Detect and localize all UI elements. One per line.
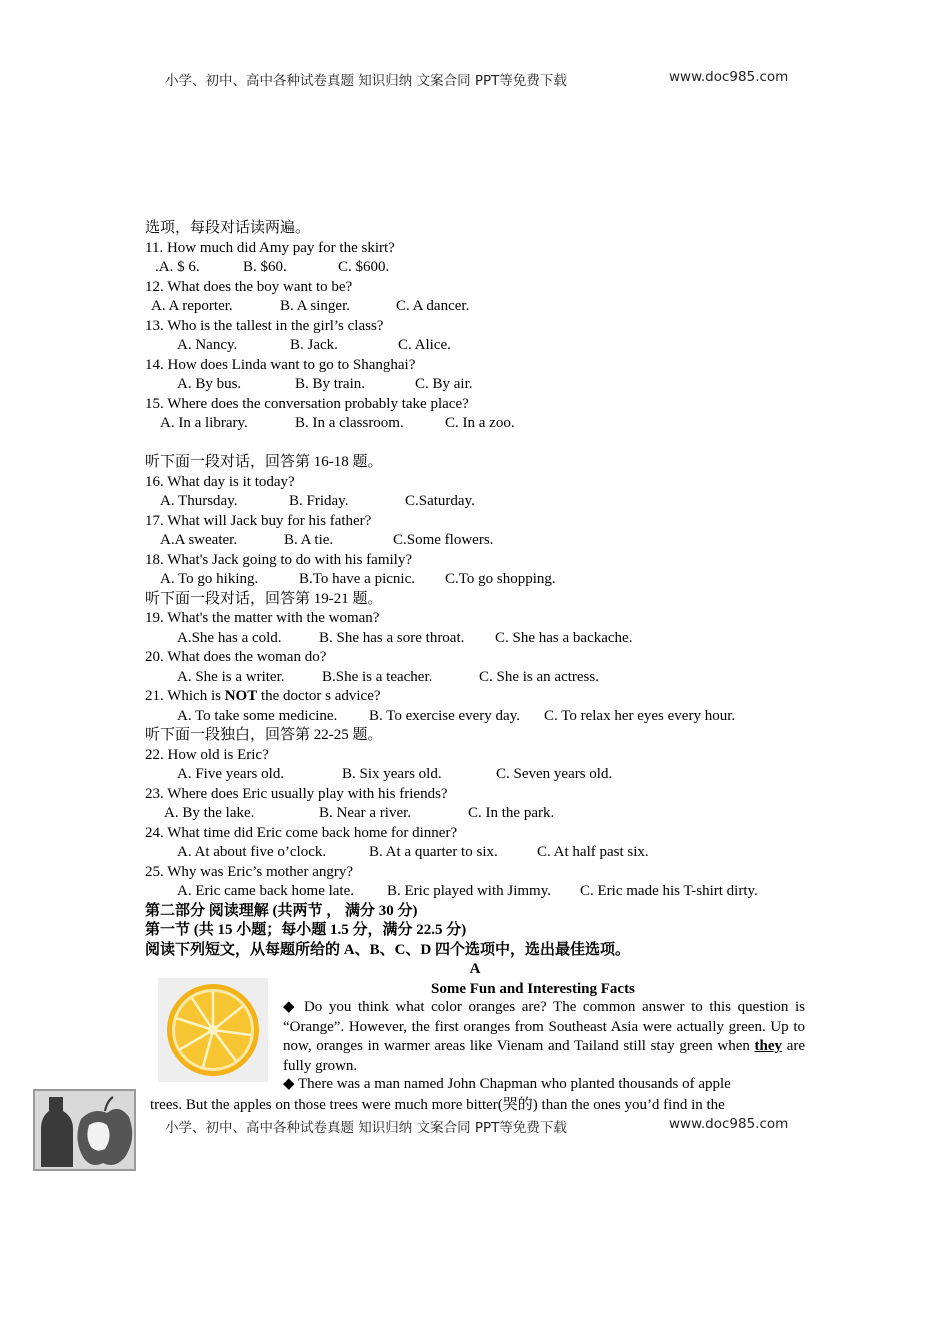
option-b: B. To exercise every day.: [369, 707, 520, 724]
options-25: [145, 882, 815, 902]
option-b: B. Jack.: [290, 337, 338, 353]
option-a: A. Thursday.: [160, 493, 238, 509]
options-17: [145, 531, 815, 551]
option-c: C.To go shopping.: [445, 571, 556, 587]
option-c: C. In a zoo.: [445, 415, 515, 431]
option-b: B. At a quarter to six.: [369, 844, 498, 860]
options-11: [145, 258, 815, 278]
passage-paragraph-2-line-2: trees. But the apples on those trees were much more bitter(哭的) than the ones you’d find in the: [150, 1097, 725, 1113]
option-c: C. Seven years old.: [496, 766, 613, 782]
option-b: B. Friday.: [289, 493, 349, 509]
option-a: A.She has a cold.: [177, 629, 282, 646]
exam-content: [145, 219, 815, 999]
page-footer: [165, 1116, 805, 1136]
option-a: A. By the lake.: [164, 805, 255, 821]
option-c: C. Alice.: [398, 337, 451, 353]
header-url[interactable]: www.doc985.com: [669, 69, 789, 85]
page-header: [165, 69, 805, 89]
options-12: [145, 297, 815, 317]
passage-label: A: [469, 961, 481, 977]
question-21-post: the doctor s advice?: [257, 688, 381, 704]
question-11: 11. How much did Amy pay for the skirt?: [145, 239, 395, 256]
question-13: 13. Who is the tallest in the girl’s class?: [145, 317, 384, 334]
section-heading-22-25: 听下面一段独白，回答第 22-25 题。: [145, 727, 383, 743]
option-c: C. $600.: [338, 259, 390, 275]
options-20: [145, 668, 815, 688]
part2-instructions: 阅读下列短文，从每题所给的 A、B、C、D 四个选项中，选出最佳选项。: [145, 941, 631, 958]
options-19: [145, 629, 815, 649]
options-13: [145, 336, 815, 356]
underlined-word: they: [754, 1038, 783, 1054]
footer-url[interactable]: www.doc985.com: [669, 1116, 789, 1132]
passage-paragraph-1: [283, 998, 805, 1076]
options-24: [145, 843, 815, 863]
option-a: A. Five years old.: [177, 766, 285, 782]
question-23: 23. Where does Eric usually play with his friends?: [145, 785, 448, 802]
option-a: A. In a library.: [160, 415, 248, 431]
option-c: C.Some flowers.: [393, 532, 494, 548]
question-17: 17. What will Jack buy for his father?: [145, 512, 372, 529]
question-16: 16. What day is it today?: [145, 473, 295, 490]
question-12: 12. What does the boy want to be?: [145, 278, 353, 295]
option-a: A. By bus.: [177, 376, 242, 392]
option-c: C. She has a backache.: [495, 629, 633, 646]
footer-text: 小学、初中、高中各种试卷真题 知识归纳 文案合同 PPT等免费下载: [165, 1120, 567, 1136]
option-c: C. She is an actress.: [479, 668, 599, 685]
option-a: A. She is a writer.: [177, 668, 285, 685]
option-b: B. By train.: [295, 376, 365, 392]
question-19: 19. What's the matter with the woman?: [145, 610, 380, 626]
passage-paragraph-2-line-1: ◆ There was a man named John Chapman who planted thousands of apple: [283, 1076, 731, 1092]
options-15: [145, 414, 815, 434]
options-16: [145, 492, 815, 512]
paragraph-1-end: are fully grown.: [283, 1038, 806, 1074]
option-b: B. She has a sore throat.: [319, 629, 465, 646]
options-23: [145, 804, 815, 824]
option-a: A. At about five o’clock.: [177, 844, 327, 860]
question-15: 15. Where does the conversation probably take place?: [145, 395, 469, 412]
orange-slice-image: [158, 978, 268, 1082]
question-21-emphasis: NOT: [224, 688, 258, 704]
spacer: [145, 434, 815, 454]
option-c: C. A dancer.: [396, 298, 470, 314]
section-heading-19-21: 听下面一段对话，回答第 19-21 题。: [145, 590, 383, 607]
option-a: A. To go hiking.: [160, 571, 259, 587]
paragraph-1-text: ◆ Do you think what color oranges are? The common answer to this question is “Orange”. However, the first oranges from Southeast Asia were actually green. Up to now, oranges in warmer areas like Vienam and Tailand still stay green when: [283, 999, 805, 1054]
part2-section1: 第一节 (共 15 小题；每小题 1.5 分，满分 22.5 分): [145, 922, 467, 938]
question-21-pre: 21. Which is: [145, 688, 225, 704]
option-a: A. A reporter.: [151, 298, 233, 314]
option-b: B. A tie.: [284, 532, 334, 548]
section-heading-16-18: 听下面一段对话，回答第 16-18 题。: [145, 454, 383, 470]
option-c: C. Eric made his T-shirt dirty.: [580, 883, 758, 899]
option-b: B. $60.: [243, 259, 287, 275]
header-text: 小学、初中、高中各种试卷真题 知识归纳 文案合同 PPT等免费下载: [165, 73, 567, 89]
option-c: C. By air.: [415, 376, 473, 392]
options-21: [145, 707, 815, 727]
question-24: 24. What time did Eric come back home for dinner?: [145, 824, 458, 841]
option-b: B. Six years old.: [342, 766, 442, 782]
option-b: B.She is a teacher.: [322, 668, 433, 685]
apple-illustration-image: [33, 1089, 136, 1171]
options-22: [145, 765, 815, 785]
option-c: C.Saturday.: [405, 493, 475, 509]
option-b: B. In a classroom.: [295, 415, 404, 431]
question-25: 25. Why was Eric’s mother angry?: [145, 863, 354, 880]
part2-title: 第二部分 阅读理解 (共两节 ， 满分 30 分): [145, 902, 418, 919]
question-18: 18. What's Jack going to do with his family?: [145, 551, 412, 568]
option-c: C. To relax her eyes every hour.: [544, 707, 736, 724]
question-14: 14. How does Linda want to go to Shanghai?: [145, 356, 416, 373]
options-18: [145, 570, 815, 590]
option-c: C. In the park.: [468, 805, 555, 821]
option-a: A. Eric came back home late.: [177, 883, 354, 899]
option-b: B. Near a river.: [319, 805, 412, 821]
option-a: A. Nancy.: [177, 337, 238, 353]
question-21: [145, 687, 815, 707]
options-14: [145, 375, 815, 395]
option-c: C. At half past six.: [537, 844, 649, 860]
option-a: A.A sweater.: [160, 532, 238, 548]
option-b: B.To have a picnic.: [299, 571, 415, 587]
passage-title: Some Fun and Interesting Facts: [431, 980, 635, 997]
instruction-line: 选项，每段对话读两遍。: [145, 220, 311, 236]
question-22: 22. How old is Eric?: [145, 746, 269, 763]
option-a: .A. $ 6.: [155, 259, 200, 275]
option-a: A. To take some medicine.: [177, 707, 338, 724]
option-b: B. Eric played with Jimmy.: [387, 883, 552, 899]
question-20: 20. What does the woman do?: [145, 649, 327, 665]
option-b: B. A singer.: [280, 298, 351, 314]
